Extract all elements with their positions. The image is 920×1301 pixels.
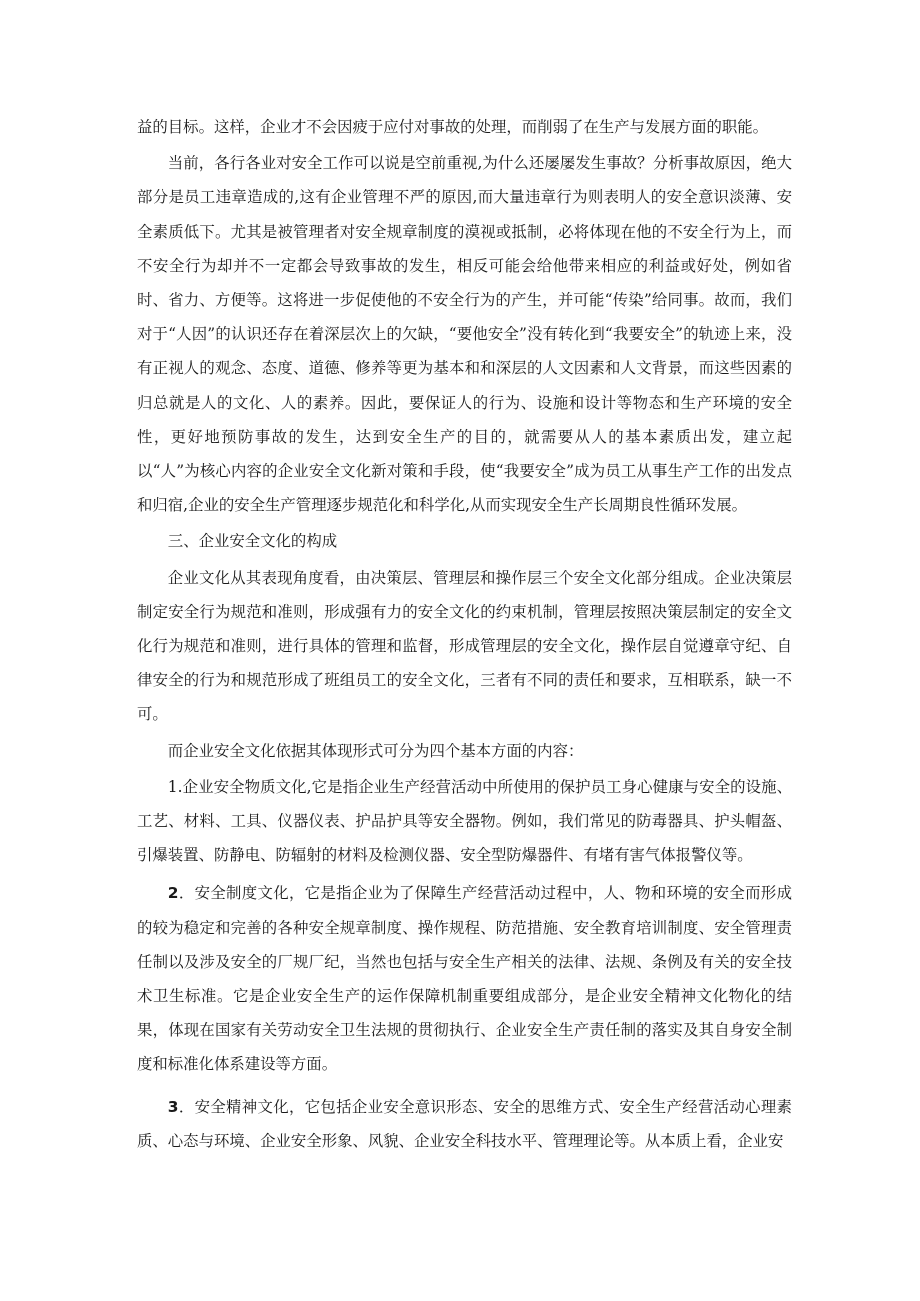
list-item-system-culture xyxy=(137,876,792,1081)
paragraph-continuation: 益的目标。这样，企业才不会因疲于应付对事故的处理，而削弱了在生产与发展方面的职能。 xyxy=(137,118,769,136)
paragraph-culture-layers: 企业文化从其表现角度看，由决策层、管理层和操作层三个安全文化部分组成。企业决策层制定安全行为规范和准则，形成强有力的安全文化的约束机制，管理层按照决策层制定的安全文化行为规范和准则，进行具体的管理和监督，形成管理层的安全文化，操作层自觉遵章守纪、自律安全的行为和规范形成了班组员工的安全文化，三者有不同的责任和要求，互相联系，缺一不可。 xyxy=(137,568,792,724)
paragraph-accident-causes: 当前，各行各业对安全工作可以说是空前重视,为什么还屡屡发生事故？分析事故原因，绝大部分是员工违章造成的,这有企业管理不严的原因,而大量违章行为则表明人的安全意识淡薄、安全素质低下。尤其是被管理者对安全规章制度的漠视或抵制，必将体现在他的不安全行为上，而不安全行为却并不一定都会导致事故的发生，相反可能会给他带来相应的利益或好处，例如省时、省力、方便等。这将进一步促使他的不安全行为的产生，并可能“传染”给同事。故而，我们对于“人因”的认识还存在着深层次上的欠缺，“要他安全”没有转化到“我要安全”的轨迹上来，没有正视人的观念、态度、道德、修养等更为基本和和深层的人文因素和人文背景，而这些因素的归总就是人的文化、人的素养。因此，要保证人的行为、设施和设计等物态和生产环境的安全性，更好地预防事故的发生，达到安全生产的目的，就需要从人的基本素质出发，建立起以“人”为核心内容的企业安全文化新对策和手段，使“我要安全”成为员工从事生产工作的出发点和归宿,企业的安全生产管理逐步规范化和科学化,从而实现安全生产长周期良性循环发展。 xyxy=(137,154,792,515)
section-heading-composition: 三、企业安全文化的构成 xyxy=(167,532,338,551)
list-item-text: ．安全制度文化，它是指企业为了保障生产经营活动过程中，人、物和环境的安全而形成的较为稳定和完善的各种安全规章制度、操作规程、防范措施、安全教育培训制度、安全管理责任制以及涉及安全的厂规厂纪，当然也包括与安全生产相关的法律、法规、条例及有关的安全技术卫生标准。它是企业安全生产的运作保障机制重要组成部分，是企业安全精神文化物化的结果，体现在国家有关劳动安全卫生法规的贯彻执行、企业安全生产责任制的落实及其自身安全制度和标准化体系建设等方面。 xyxy=(137,884,792,1074)
document-body xyxy=(137,110,792,1158)
list-item-number: 3 xyxy=(167,1097,179,1116)
list-item-number: 2 xyxy=(167,884,179,903)
list-item-text: ．安全精神文化，它包括企业安全意识形态、安全的思维方式、安全生产经营活动心理素质、心态与环境、企业安全形象、风貌、企业安全科技水平、管理理论等。从本质上看，企业安 xyxy=(137,1097,792,1150)
paragraph-four-aspects-intro: 而企业安全文化依据其体现形式可分为四个基本方面的内容： xyxy=(167,741,584,760)
list-item-material-culture: 1.企业安全物质文化,它是指企业生产经营活动中所使用的保护员工身心健康与安全的设施、工艺、材料、工具、仪器仪表、护品护具等安全器物。例如，我们常见的防毒器具、护头帽盔、引爆装置、防静电、防辐射的材料及检测仪器、安全型防爆器件、有堵有害气体报警仪等。 xyxy=(137,777,792,865)
list-item-spirit-culture xyxy=(137,1090,792,1158)
